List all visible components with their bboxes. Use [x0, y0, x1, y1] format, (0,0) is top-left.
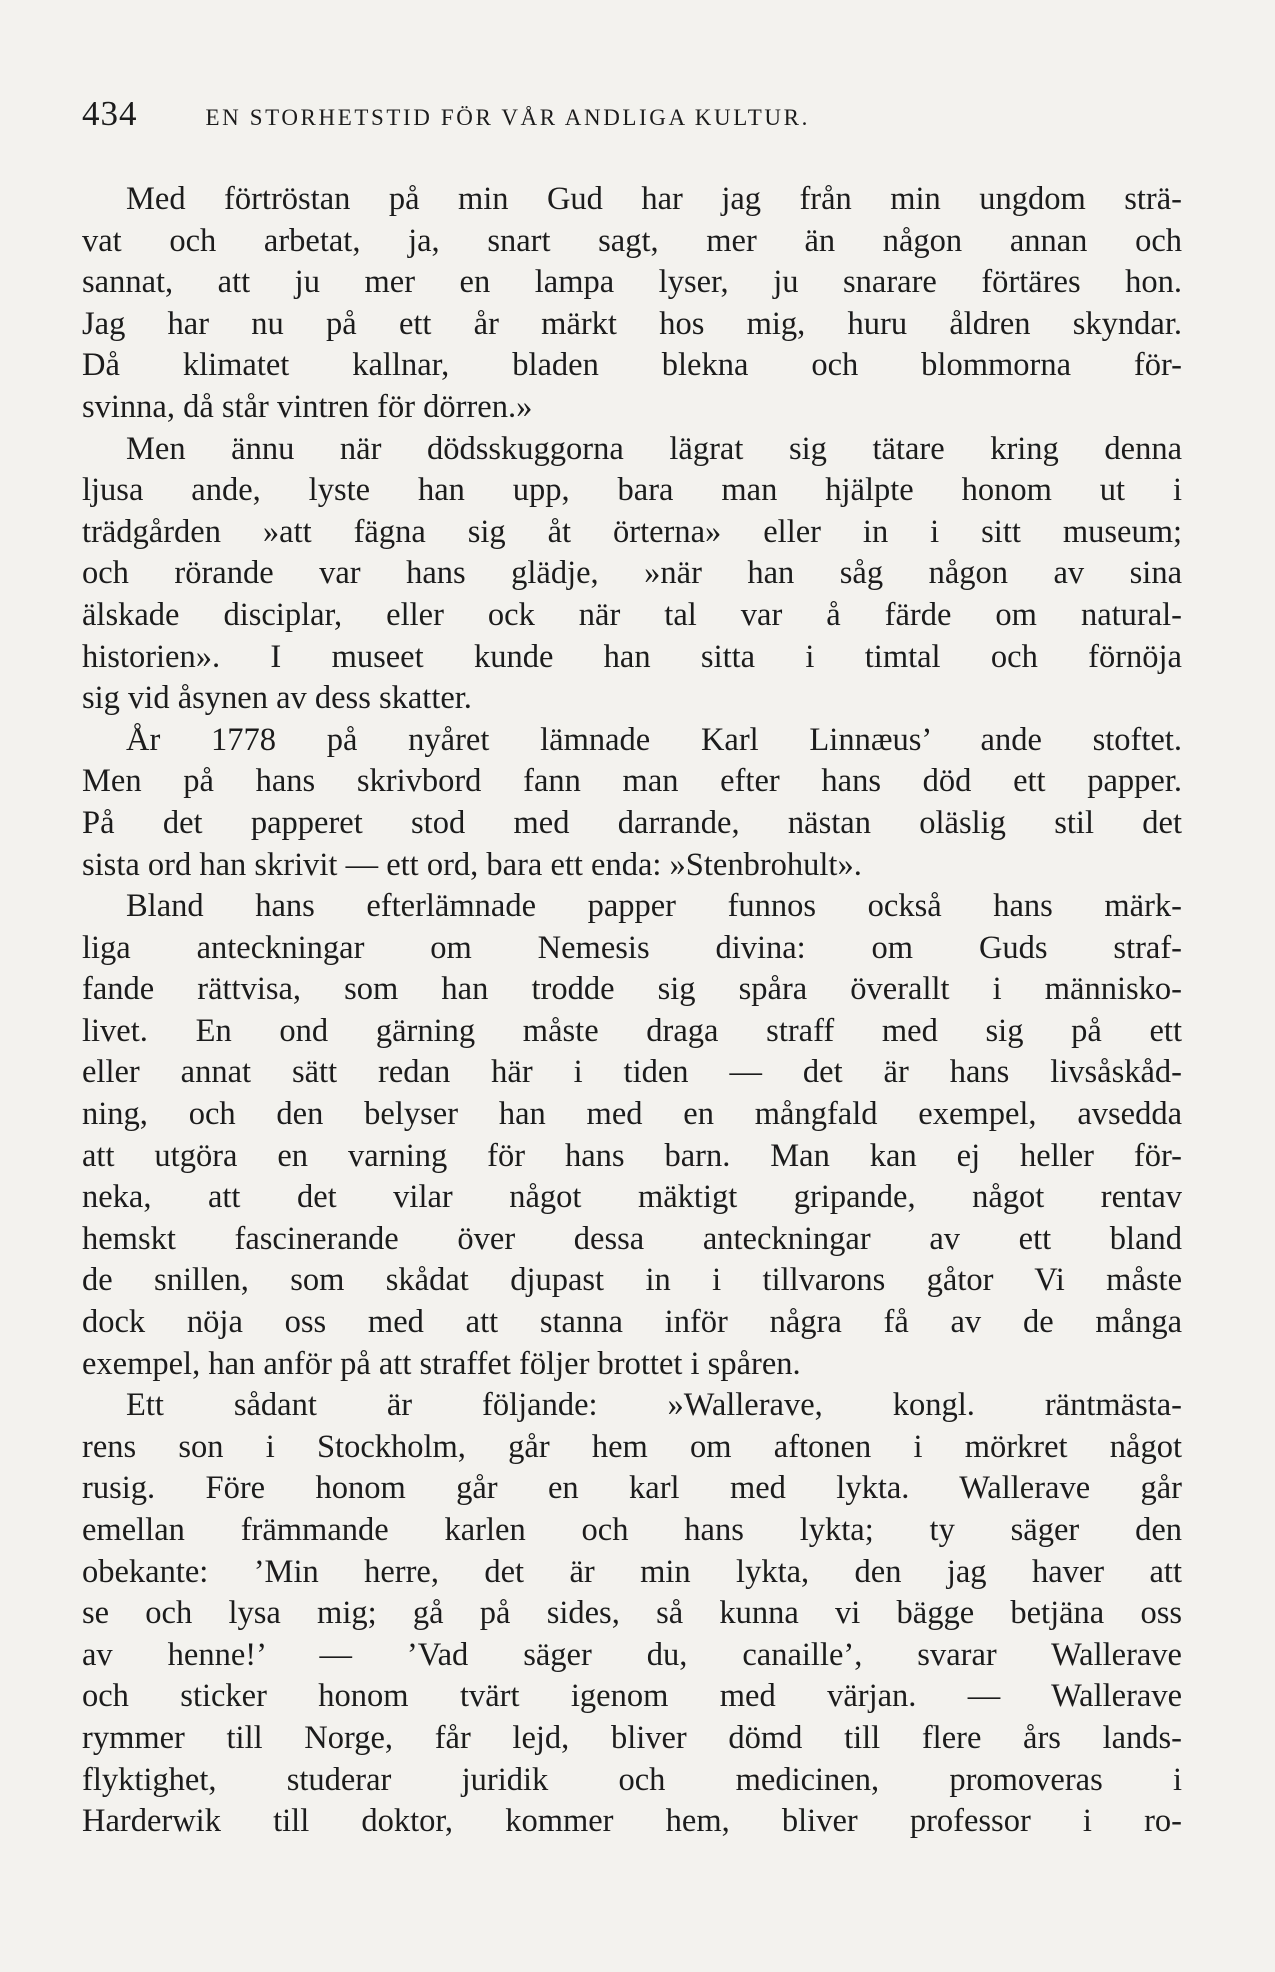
- text-line: eller annat sätt redan här i tiden — det är hans livsåskåd-: [82, 1054, 1182, 1091]
- page-number: 434: [82, 94, 138, 133]
- body-text: [82, 179, 1182, 1843]
- text-line: sista ord han skrivit — ett ord, bara ett enda: »Stenbrohult».: [82, 846, 862, 883]
- text-line: Med förtröstan på min Gud har jag från min ungdom strä-: [126, 181, 1182, 217]
- text-line: Jag har nu på ett år märkt hos mig, huru åldren skyndar.: [82, 305, 1182, 342]
- text-line: liga anteckningar om Nemesis divina: om Guds straf-: [82, 929, 1182, 966]
- text-line: svinna, då står vintren för dörren.»: [82, 388, 533, 425]
- text-line: fande rättvisa, som han trodde sig spåra överallt i människo-: [82, 971, 1182, 1008]
- text-line: se och lysa mig; gå på sides, så kunna vi bägge betjäna oss: [82, 1595, 1182, 1632]
- text-line: exempel, han anför på att straffet följer brottet i spåren.: [82, 1345, 801, 1382]
- text-line: emellan främmande karlen och hans lykta; ty säger den: [82, 1512, 1182, 1548]
- text-line: År 1778 på nyåret lämnade Karl Linnæus’ ande stoftet.: [126, 721, 1182, 758]
- text-line: hemskt fascinerande över dessa anteckningar av ett bland: [82, 1220, 1182, 1257]
- text-line: neka, att det vilar något mäktigt gripande, något rentav: [82, 1179, 1182, 1216]
- text-line: älskade disciplar, eller ock när tal var å färde om natural-: [82, 596, 1182, 633]
- text-line: flyktighet, studerar juridik och medicinen, promoveras i: [82, 1761, 1182, 1798]
- text-line: Harderwik till doktor, kommer hem, bliver professor i ro-: [82, 1803, 1182, 1840]
- text-line: rusig. Före honom går en karl med lykta. Wallerave går: [82, 1470, 1182, 1507]
- text-line: historien». I museet kunde han sitta i timtal och förnöja: [82, 638, 1182, 675]
- page-header: [82, 94, 1182, 144]
- text-line: av henne!’ — ’Vad säger du, canaille’, svarar Wallerave: [82, 1636, 1182, 1673]
- text-line: Men på hans skrivbord fann man efter hans död ett papper.: [82, 763, 1182, 800]
- text-line: trädgården »att fägna sig åt örterna» eller in i sitt museum;: [82, 513, 1182, 550]
- running-title: EN STORHETSTID FÖR VÅR ANDLIGA KULTUR.: [205, 105, 810, 130]
- text-line: ljusa ande, lyste han upp, bara man hjälpte honom ut i: [82, 472, 1182, 509]
- text-line: Men ännu när dödsskuggorna lägrat sig tätare kring denna: [126, 430, 1182, 467]
- text-line: På det papperet stod med darrande, nästan oläslig stil det: [82, 804, 1182, 841]
- text-line: dock nöja oss med att stanna inför några få av de många: [82, 1304, 1182, 1341]
- text-line: Bland hans efterlämnade papper funnos också hans märk-: [126, 888, 1182, 925]
- text-line: och sticker honom tvärt igenom med värjan. — Wallerave: [82, 1678, 1182, 1715]
- text-line: Ett sådant är följande: »Wallerave, kongl. räntmästa-: [126, 1387, 1182, 1424]
- text-line: vat och arbetat, ja, snart sagt, mer än någon annan och: [82, 222, 1182, 259]
- text-line: sannat, att ju mer en lampa lyser, ju snarare förtäres hon.: [82, 264, 1182, 301]
- text-line: att utgöra en varning för hans barn. Man kan ej heller för-: [82, 1137, 1182, 1174]
- book-page: [82, 94, 1182, 1843]
- text-line: Då klimatet kallnar, bladen blekna och blommorna för-: [82, 347, 1182, 384]
- text-line: livet. En ond gärning måste draga straff med sig på ett: [82, 1012, 1182, 1049]
- text-line: ning, och den belyser han med en mångfald exempel, avsedda: [82, 1096, 1182, 1133]
- text-line: rymmer till Norge, får lejd, bliver dömd till flere års lands-: [82, 1719, 1182, 1756]
- text-line: och rörande var hans glädje, »när han såg någon av sina: [82, 555, 1182, 592]
- text-line: obekante: ’Min herre, det är min lykta, den jag haver att: [82, 1553, 1182, 1590]
- text-line: rens son i Stockholm, går hem om aftonen i mörkret något: [82, 1428, 1182, 1465]
- text-line: de snillen, som skådat djupast in i tillvarons gåtor Vi måste: [82, 1262, 1182, 1299]
- text-line: sig vid åsynen av dess skatter.: [82, 680, 472, 717]
